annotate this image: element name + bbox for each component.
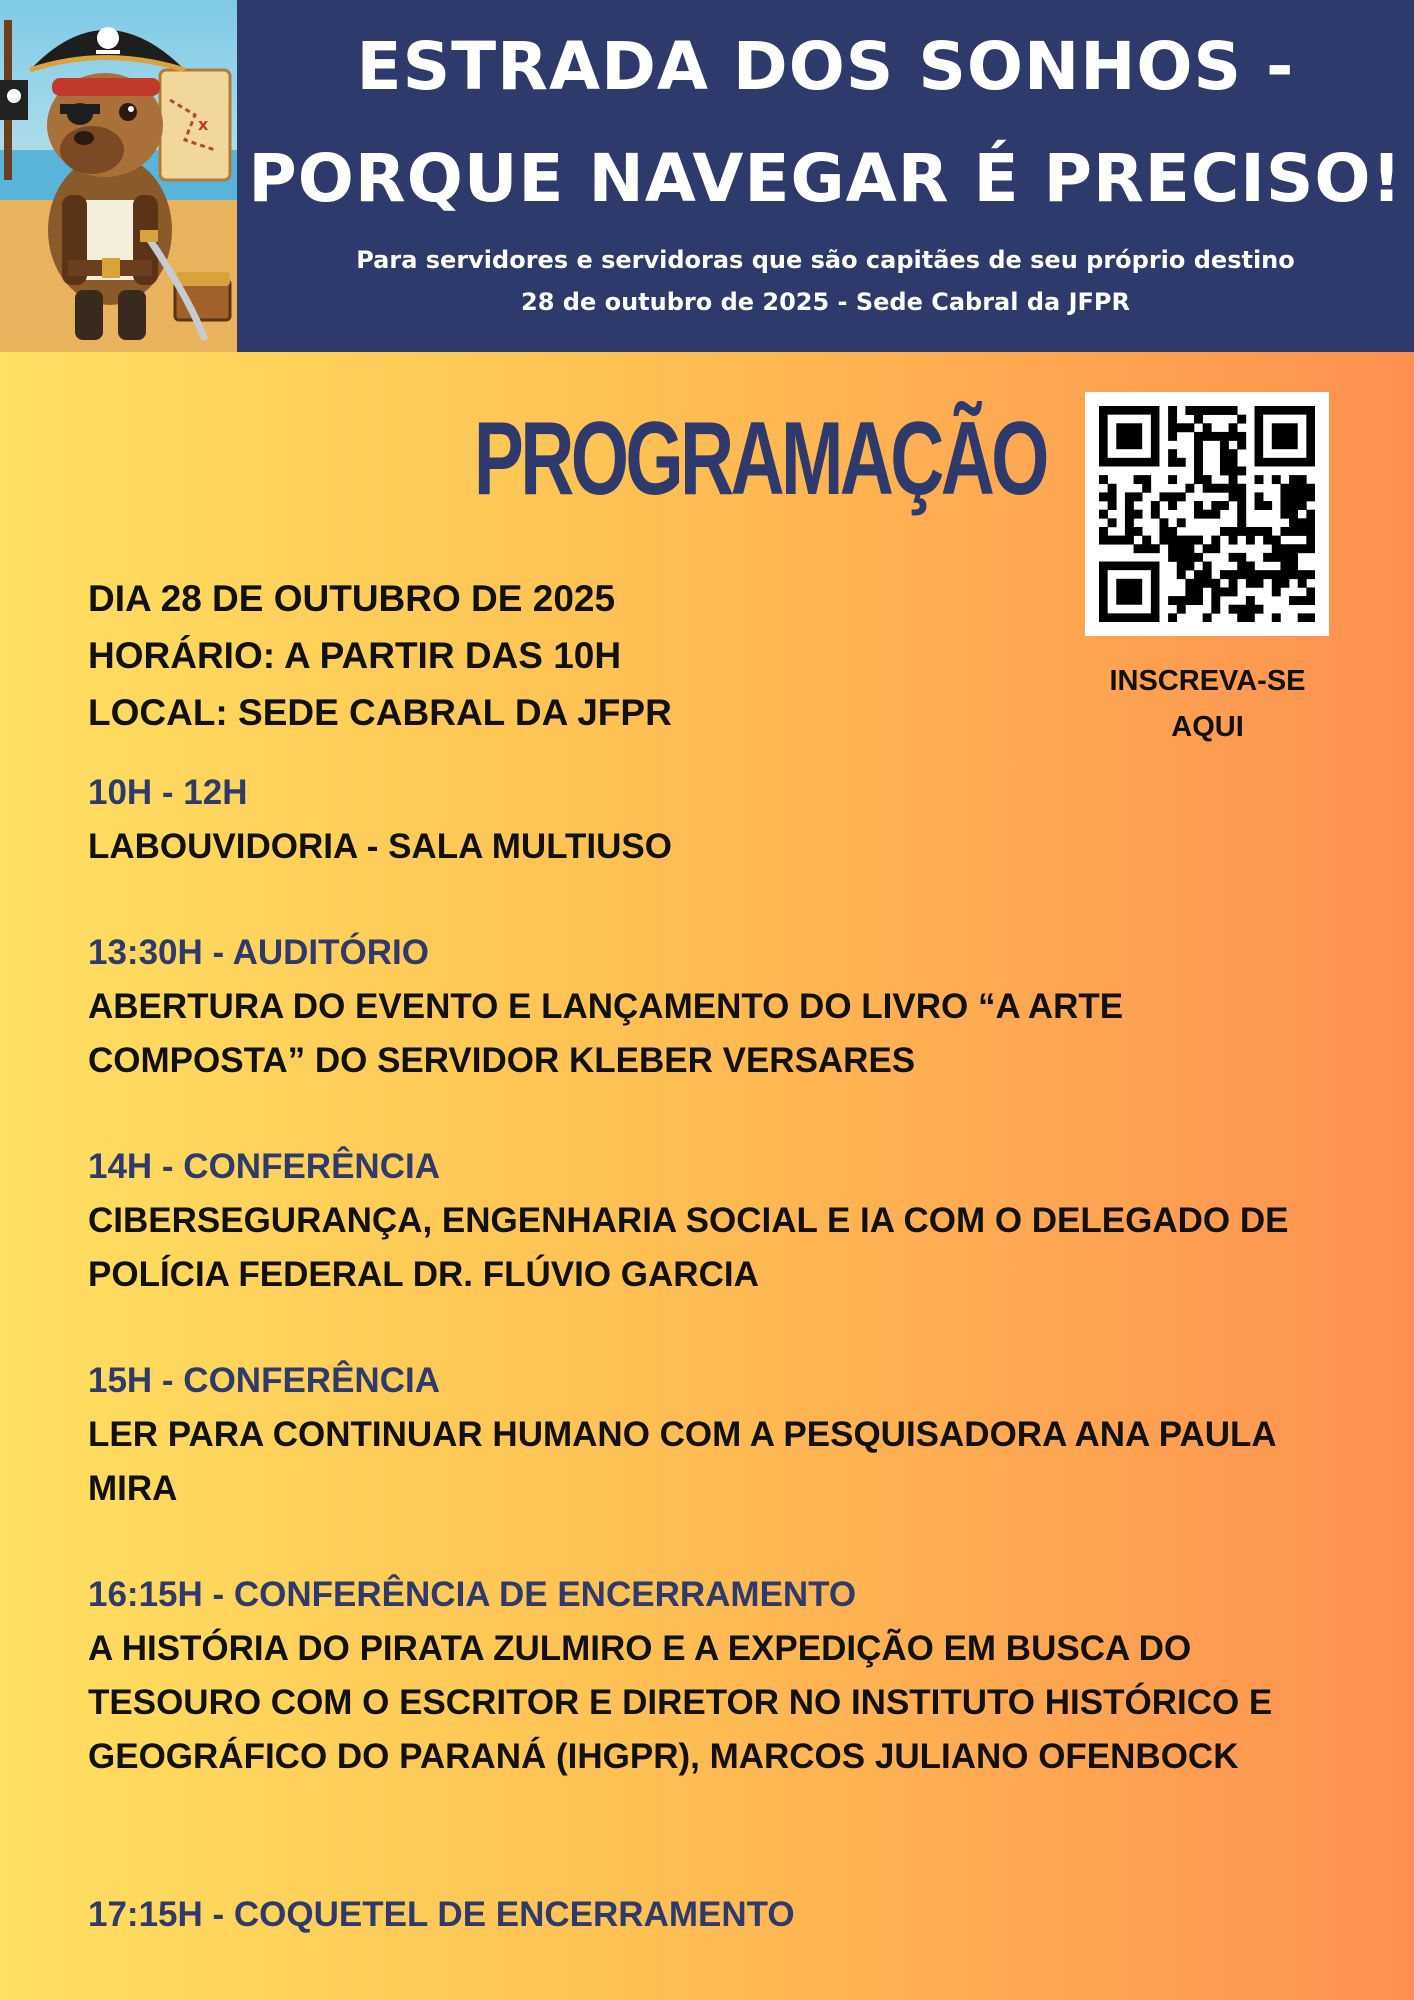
schedule-time: 10H - 12H xyxy=(88,773,248,812)
schedule-description: CIBERSEGURANÇA, ENGENHARIA SOCIAL E IA COM O DELEGADO DE POLÍCIA FEDERAL DR. FLÚVIO GARCIA xyxy=(88,1201,1289,1294)
schedule-time: 13:30H - AUDITÓRIO xyxy=(88,933,429,972)
event-title-line-1: ESTRADA DOS SONHOS - xyxy=(356,28,1295,105)
schedule-item xyxy=(88,766,1348,874)
event-subtitle: Para servidores e servidoras que são capitães de seu próprio destino xyxy=(356,246,1295,274)
event-location: LOCAL: SEDE CABRAL DA JFPR xyxy=(88,692,672,733)
schedule-time: 15H - CONFERÊNCIA xyxy=(88,1361,440,1400)
schedule-item xyxy=(88,1888,1348,1942)
header-banner xyxy=(0,0,1414,352)
svg-text:x: x xyxy=(198,115,209,134)
signup-caption-line-2: AQUI xyxy=(1171,711,1244,743)
schedule-description: LER PARA CONTINUAR HUMANO COM A PESQUISADORA ANA PAULA MIRA xyxy=(88,1415,1276,1508)
event-day: DIA 28 DE OUTUBRO DE 2025 xyxy=(88,578,616,619)
pirate-capybara-illustration xyxy=(0,0,237,352)
event-title-line-2: PORQUE NAVEGAR É PRECISO! xyxy=(248,140,1403,217)
schedule-description: A HISTÓRIA DO PIRATA ZULMIRO E A EXPEDIÇÃO EM BUSCA DO TESOURO COM O ESCRITOR E DIRETOR NO INSTITUTO HISTÓRICO E GEOGRÁFICO DO PARANÁ (IHGPR), MARCOS JULIANO OFENBOCK xyxy=(88,1629,1273,1776)
schedule-description: ABERTURA DO EVENTO E LANÇAMENTO DO LIVRO “A ARTE COMPOSTA” DO SERVIDOR KLEBER VERSARES xyxy=(88,987,1124,1080)
signup-caption-line-1: INSCREVA-SE xyxy=(1109,665,1306,697)
event-time: HORÁRIO: A PARTIR DAS 10H xyxy=(88,635,622,676)
schedule-item xyxy=(88,1140,1348,1302)
schedule-description: LABOUVIDORIA - SALA MULTIUSO xyxy=(88,827,672,866)
event-date-location: 28 de outubro de 2025 - Sede Cabral da JFPR xyxy=(521,288,1130,316)
signup-caption[interactable] xyxy=(1070,658,1345,750)
event-info xyxy=(88,570,672,741)
qr-code-icon[interactable] xyxy=(1085,392,1329,636)
schedule-time: 14H - CONFERÊNCIA xyxy=(88,1147,440,1186)
schedule-item xyxy=(88,926,1348,1088)
schedule-time: 16:15H - CONFERÊNCIA DE ENCERRAMENTO xyxy=(88,1575,857,1614)
schedule-time: 17:15H - COQUETEL DE ENCERRAMENTO xyxy=(88,1895,795,1934)
schedule-item xyxy=(88,1354,1348,1516)
schedule-item xyxy=(88,1568,1348,1784)
page-title: PROGRAMAÇÃO xyxy=(473,401,1046,517)
